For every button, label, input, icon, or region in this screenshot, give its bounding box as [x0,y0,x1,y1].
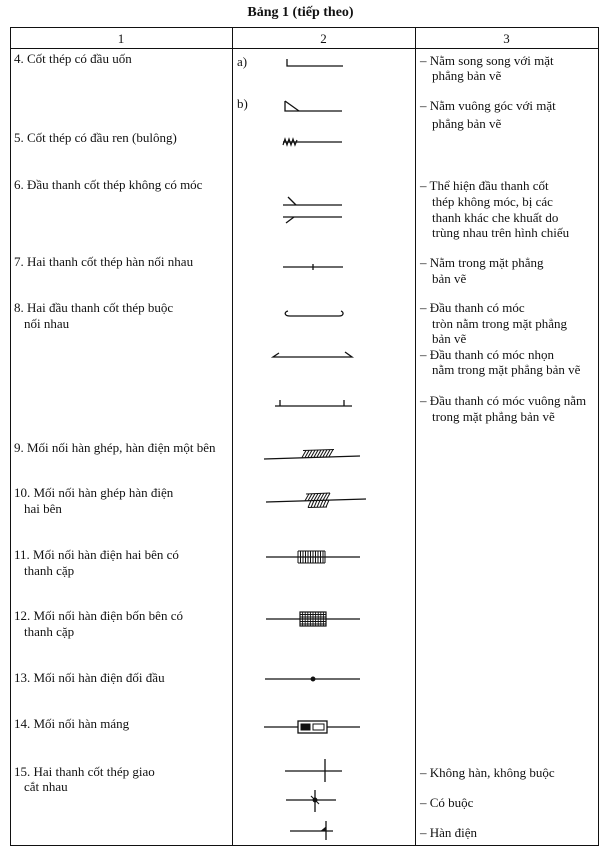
row-note: – Nằm trong mặt phẳng [420,255,544,270]
row-description: 14. Mối nối hàn máng [14,716,130,731]
crossing-bars-no-tie-symbol [285,759,342,782]
row-note: – Đầu thanh có móc nhọn [420,347,554,362]
square-hook-tie-symbol [275,400,352,406]
splice-bar-two-sides-weld-symbol [266,551,360,563]
column-header-1: 1 [117,31,125,46]
row-description: 12. Mối nối hàn điện bốn bên có [14,608,183,623]
row-note: phẳng bản vẽ [432,116,502,131]
row-note: trùng nhau trên hình chiếu [432,225,570,240]
row-note: – Có buộc [420,795,474,810]
row-description: 15. Hai thanh cốt thép giao [14,764,155,779]
column-header-3: 3 [503,31,510,46]
row-note: – Nằm song song với mặt [420,53,554,68]
row-note: – Nằm vuông góc với mặt [420,98,556,113]
variant-label-a: a) [237,54,248,69]
row-description: 5. Cốt thép có đầu ren (bulông) [14,130,177,145]
row-note: – Thể hiện đầu thanh cốt [420,178,549,193]
row-description: 8. Hai đầu thanh cốt thép buộc [14,300,174,315]
row-description: 10. Mối nối hàn ghép hàn điện [14,485,174,500]
row-note: thanh khác che khuất do [432,210,559,225]
row-note: – Đầu thanh có móc vuông nằm [420,393,587,408]
row-description: cắt nhau [24,779,68,794]
threaded-end-symbol [283,139,342,145]
row-description: nối nhau [24,316,70,331]
bent-end-parallel-symbol [287,59,343,66]
row-description: 13. Mối nối hàn điện đối đầu [14,670,165,685]
butt-weld-symbol [265,677,360,681]
sharp-hook-tie-symbol [273,352,352,357]
row-description: 6. Đầu thanh cốt thép không có móc [14,177,203,192]
row-description: hai bên [24,501,62,516]
row-note: bản vẽ [432,271,467,286]
hookless-end-symbol [283,197,342,223]
row-note: – Không hàn, không buộc [420,765,555,780]
crossing-bars-welded-symbol [290,821,333,840]
trough-weld-symbol [264,721,360,733]
row-note: nằm trong mặt phẳng bản vẽ [432,362,581,377]
round-hook-tie-symbol [285,311,343,316]
splice-bar-four-sides-weld-symbol [266,612,360,626]
row-note: phẳng bản vẽ [432,68,502,83]
row-note: trong mặt phẳng bản vẽ [432,409,555,424]
row-description: thanh cặp [24,624,75,639]
table-title: Bảng 1 (tiếp theo) [247,5,354,20]
row-description: 9. Mối nối hàn ghép, hàn điện một bên [14,440,216,455]
welded-bars-symbol [283,264,343,270]
bent-end-perpendicular-symbol [285,101,342,111]
row-description: 11. Mối nối hàn điện hai bên có [14,547,179,562]
lap-weld-two-sides-symbol [266,493,366,508]
row-note: thép không móc, bị các [432,194,553,209]
row-note: bản vẽ [432,331,467,346]
crossing-bars-tied-symbol [286,790,336,812]
row-note: – Đầu thanh có móc [420,300,525,315]
row-note: tròn nằm trong mặt phẳng [432,316,568,331]
row-note: – Hàn điện [420,825,478,840]
row-description: thanh cặp [24,563,75,578]
lap-weld-one-side-symbol [264,450,360,460]
row-description: 4. Cốt thép có đầu uốn [14,51,132,66]
row-description: 7. Hai thanh cốt thép hàn nối nhau [14,254,194,269]
variant-label-b: b) [237,96,248,111]
column-header-2: 2 [320,31,327,46]
